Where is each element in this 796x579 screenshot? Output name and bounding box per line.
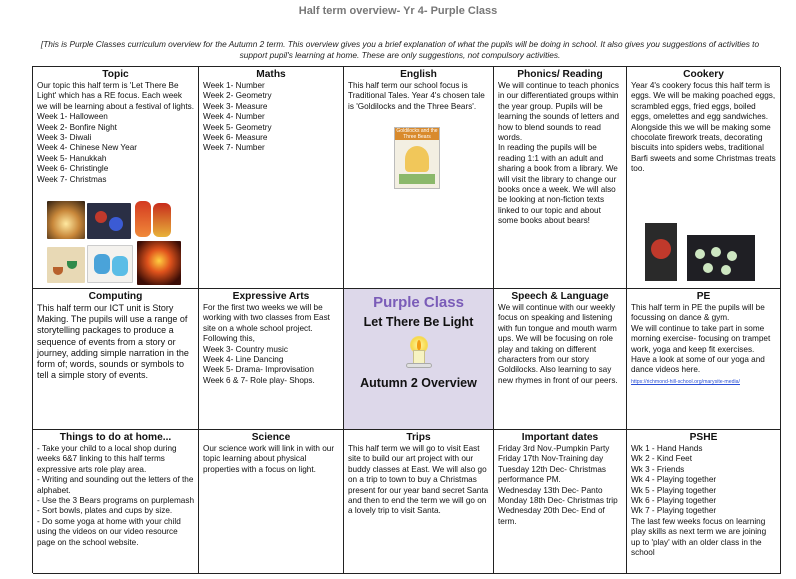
topic-week: Week 1- Halloween: [37, 112, 108, 122]
egg-treats-photo: [687, 235, 755, 281]
date-item: Wednesday 20th Dec- End of term.: [498, 506, 605, 526]
cookery-heading: Cookery: [683, 69, 724, 80]
home-activity: - Sort bowls, plates and cups by size.: [37, 506, 173, 516]
computing-text: This half term our ICT unit is Story Making. The pupils will use a range of storytelling packages to produce a sequence of events from a story or journey, adding simple narration in the form of; words, sounds or symbols to tell a simple story of events.: [37, 303, 189, 381]
english-heading: English: [400, 69, 437, 80]
phonics-cell: [494, 67, 627, 289]
pshe-heading: PSHE: [689, 432, 718, 443]
important-dates-heading: Important dates: [521, 432, 599, 443]
maths-week: Week 7- Number: [203, 143, 265, 153]
pshe-text: The last few weeks focus on learning play skills as next term we are joining up to 'play' with an older class in the school: [631, 516, 767, 558]
goldilocks-book-cover: [394, 127, 440, 189]
pshe-week: Wk 3 - Friends: [631, 464, 685, 474]
spider-treat-photo: [645, 223, 677, 281]
maths-week: Week 3- Measure: [203, 101, 268, 111]
candle-photo: [137, 241, 181, 285]
science-cell: [199, 430, 344, 574]
topic-heading: Topic: [102, 69, 129, 80]
cookery-cell: [627, 67, 781, 289]
theme-title: Let There Be Light: [363, 315, 474, 329]
topic-week: Week 4- Chinese New Year: [37, 143, 137, 153]
intro-text: [This is Purple Classes curriculum overview for the Autumn 2 term. This overview gives you a brief explanation of what the pupils will be doing in school. It also gives you suggestions of activities to support pupil's learning at home. These are only suggestions, not compulsory activities.: [40, 39, 760, 60]
pshe-week: Wk 2 - Kind Feet: [631, 454, 692, 464]
date-item: Tuesday 12th Dec- Christmas performance PM.: [498, 464, 606, 485]
expressive-arts-text: For the first two weeks we will be working with two classes from East site on a whole school project.: [203, 303, 330, 333]
english-text: This half term our school focus is Traditional Tales. Year 4's chosen tale is 'Goldilocks and the Three Bears'.: [348, 81, 485, 111]
festival-photos: [47, 201, 197, 287]
pe-text-1: This half term in PE the pupils will be focussing on dance & gym.: [631, 303, 765, 323]
expressive-arts-cell: [199, 289, 344, 430]
pe-text-3: Have a look at some of our yoga and dance videos here.: [631, 355, 765, 375]
phonics-heading: Phonics/ Reading: [517, 69, 603, 80]
topic-cell: [33, 67, 199, 289]
home-activity: - Do some yoga at home with your child using the videos on our video resource page on the school website.: [37, 516, 181, 547]
pshe-week: Wk 4 - Playing together: [631, 475, 717, 485]
red-lantern-photo: [135, 201, 151, 237]
topic-week: Week 5- Hanukkah: [37, 153, 107, 163]
diya-lamps-photo: [47, 247, 85, 283]
home-activities-cell: [33, 430, 199, 574]
pshe-week: Wk 7 - Playing together: [631, 506, 717, 516]
maths-week: Week 4- Number: [203, 112, 265, 122]
pe-text-2: We will continue to take part in some morning exercise- focusing on trampet work, yoga and keep fit exercises.: [631, 323, 771, 354]
topic-week: Week 7- Christmas: [37, 174, 107, 184]
home-activities-heading: Things to do at home...: [59, 432, 172, 443]
trips-text: This half term we will go to visit East site to build our art project with our buddy classes at East. We will also go on a trip to town to buy a Christmas present for our year band secret Santa and then to end the term we will go on a lovely trip to visit Santa.: [348, 444, 489, 516]
cookery-text: Year 4's cookery focus this half term is eggs. We will be making poached eggs, scrambled eggs, fried eggs, boiled eggs, omelettes and egg sandwiches. Alongside this we will be making some chocolate firework treats, decorating biscuits into spiders webs, traditional Barfi sweets and some Christmas treats too.: [631, 81, 776, 174]
date-item: Friday 17th Nov-Training day: [498, 454, 604, 464]
speech-language-heading: Speech & Language: [511, 291, 609, 302]
science-heading: Science: [251, 432, 291, 443]
date-item: Wednesday 13th Dec- Panto: [498, 485, 603, 495]
date-item: Friday 3rd Nov.-Pumpkin Party: [498, 444, 610, 453]
pe-cell: [627, 289, 781, 430]
video-resources-link[interactable]: https://richmond-hill-school.org/marysite-media/: [631, 378, 740, 385]
pe-heading: PE: [696, 291, 711, 302]
page-title: Half term overview- Yr 4- Purple Class: [298, 5, 498, 17]
pshe-cell: [627, 430, 781, 574]
maths-heading: Maths: [256, 69, 286, 80]
home-activity: - Use the 3 Bears programs on purplemash: [37, 496, 195, 506]
maths-week: Week 2- Geometry: [203, 91, 272, 101]
pshe-week: Wk 6 - Playing together: [631, 496, 717, 506]
expressive-arts-week: Week 4- Line Dancing: [203, 355, 284, 365]
pshe-week: Wk 5 - Playing together: [631, 485, 717, 495]
hands-craft-photo: [87, 245, 133, 283]
speech-language-text: We will continue with our weekly focus on speaking and listening with fun tongue and mouth warm ups. We will be focusing on role play and taking on different characters from our story Goldilocks. Also learning to say new rhymes in front of our peers.: [498, 303, 618, 385]
book-title: Goldilocks and the Three Bears: [396, 128, 438, 140]
speech-language-cell: [494, 289, 627, 430]
purple-class-feature-cell: [344, 289, 494, 430]
computing-cell: [33, 289, 199, 430]
pshe-week: Wk 1 - Hand Hands: [631, 444, 703, 453]
maths-cell: [199, 67, 344, 289]
topic-week: Week 6- Christingle: [37, 164, 109, 174]
maths-week: Week 5- Geometry: [203, 122, 272, 132]
handprint-art-photo: [87, 203, 131, 239]
term-title: Autumn 2 Overview: [360, 376, 477, 390]
science-text: Our science work will link in with our topic learning about physical properties with a focus on light.: [203, 444, 335, 474]
phonics-text-2: In reading the pupils will be reading 1:1 with an adult and sharing a book from a library. We will visit the library to change our books once a week. We will also be looking at non-fiction texts linked to our topic and about some books about bears!: [498, 143, 618, 226]
home-activity: - Take your child to a local shop during weeks 6&7 linking to this half terms expressive arts role play area.: [37, 444, 177, 474]
topic-text: Our topic this half term is 'Let There Be Light' which has a RE focus. Each week we will be learning about a festival of lights.: [37, 81, 195, 111]
topic-week: Week 2- Bonfire Night: [37, 122, 117, 132]
trips-cell: [344, 430, 494, 574]
candle-icon: [402, 336, 436, 370]
date-item: Monday 18th Dec- Christmas trip: [498, 496, 618, 506]
expressive-arts-week: Week 3- Country music: [203, 344, 288, 354]
maths-week: Week 1- Number: [203, 81, 265, 90]
orange-lantern-photo: [153, 203, 171, 237]
class-name: Purple Class: [373, 294, 464, 311]
computing-heading: Computing: [88, 291, 143, 302]
overview-grid: [32, 66, 780, 573]
trips-heading: Trips: [406, 432, 431, 443]
maths-week: Week 6- Measure: [203, 133, 268, 143]
lanterns-photo: [47, 201, 85, 239]
phonics-text-1: We will continue to teach phonics in our differentiated groups within the year group. Pupils will be learning the sounds of letters and how to blend sounds to read words.: [498, 81, 620, 143]
expressive-arts-following: Following this,: [203, 334, 255, 344]
english-cell: [344, 67, 494, 289]
topic-week: Week 3- Diwali: [37, 133, 92, 143]
expressive-arts-heading: Expressive Arts: [232, 291, 310, 302]
home-activity: - Writing and sounding out the letters of the alphabet.: [37, 475, 194, 495]
expressive-arts-week: Week 6 & 7- Role play- Shops.: [203, 375, 315, 385]
expressive-arts-week: Week 5- Drama- Improvisation: [203, 365, 314, 375]
important-dates-cell: [494, 430, 627, 574]
